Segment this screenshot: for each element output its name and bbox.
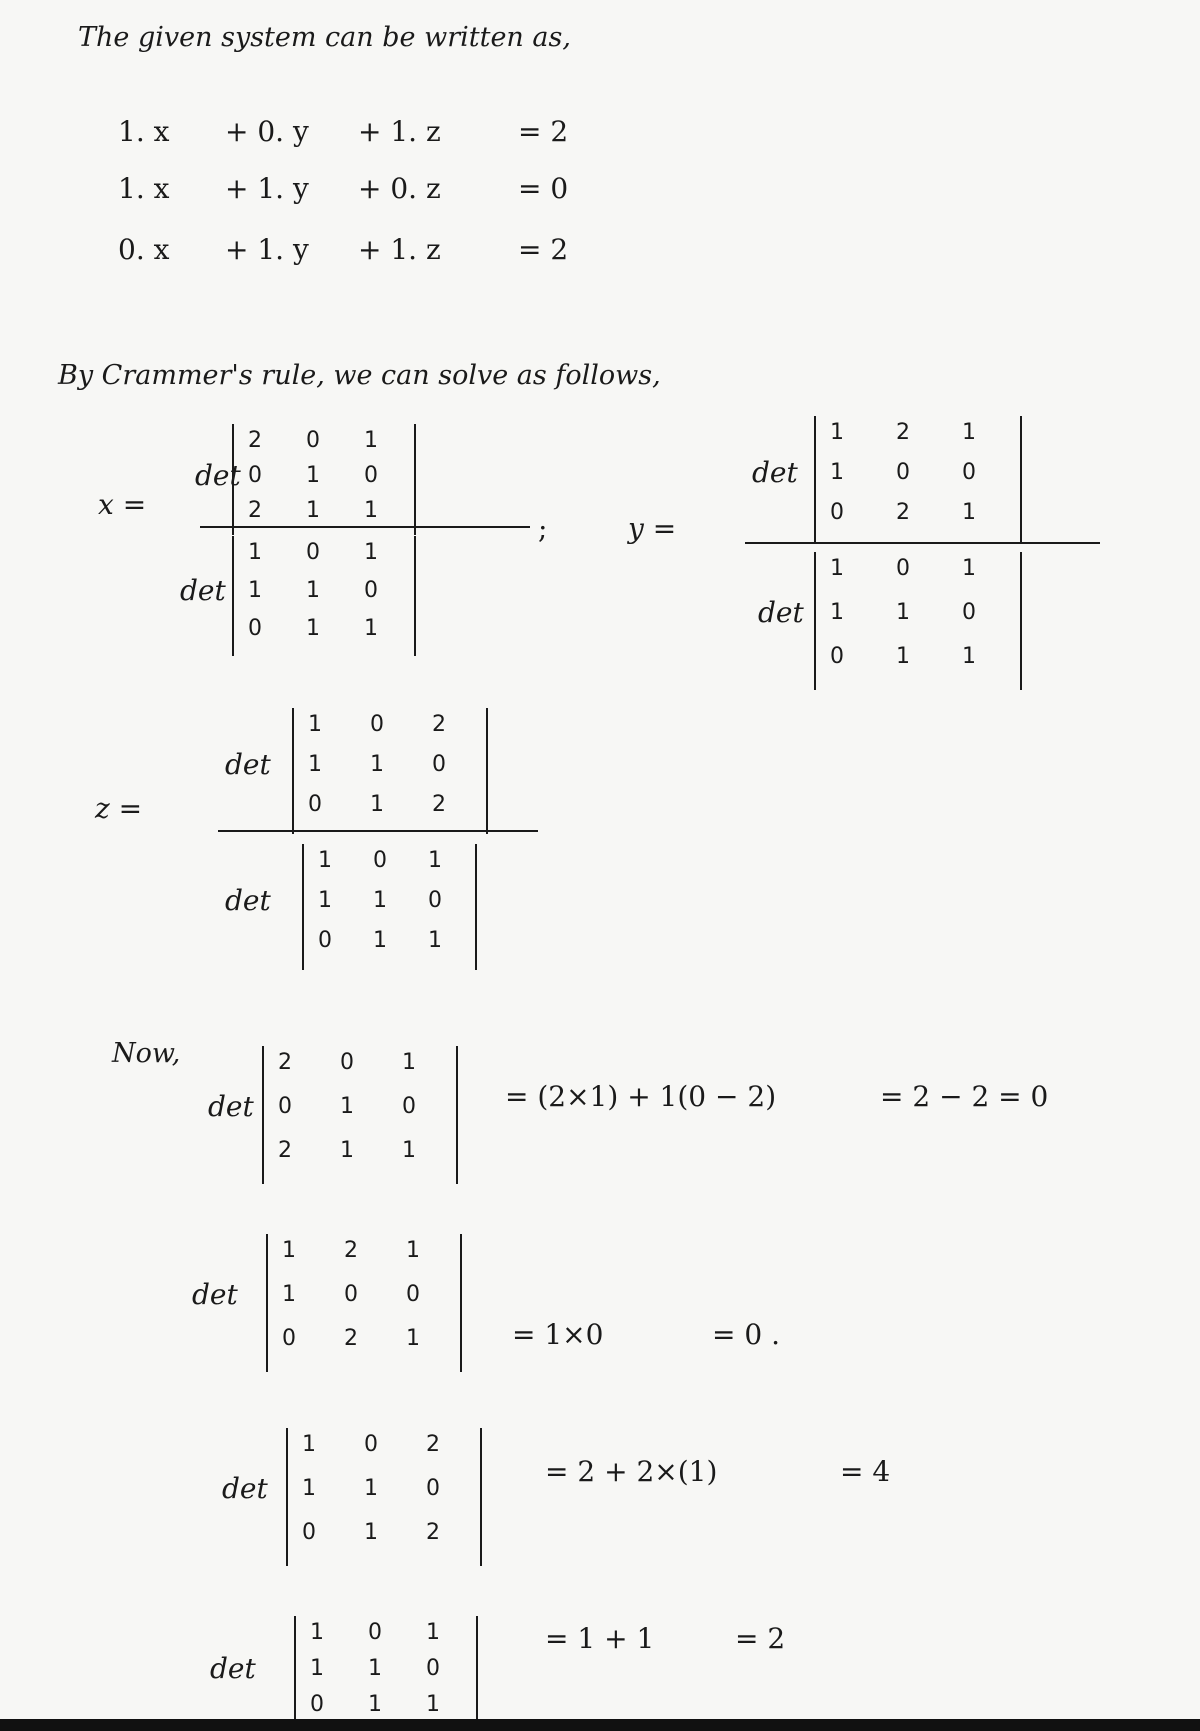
matrix-cell: 1 — [962, 500, 976, 525]
z-fraction-bar — [218, 830, 538, 832]
matrix-cell: 1 — [302, 1476, 316, 1501]
det-label: det — [210, 1652, 256, 1685]
matrix-cell: 2 — [426, 1520, 440, 1545]
matrix-cell: 1 — [306, 463, 320, 488]
result2-value: = 0 . — [712, 1318, 780, 1351]
eq3-term-x: 0. x — [118, 233, 170, 266]
matrix-cell: 1 — [896, 644, 910, 669]
det-left-bar — [232, 536, 234, 656]
det-label: det — [195, 459, 241, 492]
matrix-cell: 0 — [364, 463, 378, 488]
matrix-cell: 1 — [306, 616, 320, 641]
det-right-bar — [1020, 552, 1022, 690]
matrix-cell: 0 — [896, 460, 910, 485]
matrix-cell: 1 — [402, 1138, 416, 1163]
matrix-cell: 0 — [306, 540, 320, 565]
det-right-bar — [475, 844, 477, 970]
matrix-cell: 2 — [432, 712, 446, 737]
now-label: Now, — [112, 1038, 181, 1069]
det-right-bar — [414, 536, 416, 656]
matrix-cell: 1 — [308, 752, 322, 777]
matrix-cell: 0 — [248, 616, 262, 641]
matrix-cell: 2 — [432, 792, 446, 817]
eq2-term-y: + 1. y — [225, 172, 309, 205]
matrix-cell: 1 — [282, 1282, 296, 1307]
x-label: x = — [98, 488, 147, 521]
matrix-cell: 1 — [368, 1692, 382, 1717]
page-bottom-edge — [0, 1719, 1200, 1731]
intro-text: The given system can be written as, — [78, 22, 571, 53]
result4-value: = 2 — [735, 1622, 786, 1655]
result4-expr: = 1 + 1 — [545, 1622, 655, 1655]
matrix-cell: 1 — [308, 712, 322, 737]
matrix-cell: 2 — [896, 500, 910, 525]
matrix-cell: 1 — [426, 1692, 440, 1717]
y-label: y = — [628, 512, 677, 545]
matrix-cell: 0 — [364, 1432, 378, 1457]
matrix-cell: 2 — [278, 1138, 292, 1163]
matrix-cell: 1 — [373, 888, 387, 913]
matrix-cell: 1 — [426, 1620, 440, 1645]
matrix-cell: 0 — [402, 1094, 416, 1119]
matrix-cell: 1 — [962, 556, 976, 581]
matrix-cell: 0 — [308, 792, 322, 817]
eq2-term-z: + 0. z — [358, 172, 441, 205]
matrix-cell: 1 — [373, 928, 387, 953]
separator: ; — [538, 512, 548, 545]
matrix-cell: 1 — [318, 848, 332, 873]
matrix-cell: 2 — [278, 1050, 292, 1075]
matrix-cell: 1 — [896, 600, 910, 625]
matrix-cell: 0 — [278, 1094, 292, 1119]
det-label: det — [180, 574, 226, 607]
matrix-cell: 0 — [830, 644, 844, 669]
det-label: det — [192, 1278, 238, 1311]
eq1-term-x: 1. x — [118, 115, 170, 148]
result1-expr: = (2×1) + 1(0 − 2) — [505, 1080, 777, 1113]
matrix-cell: 0 — [406, 1282, 420, 1307]
matrix-cell: 0 — [373, 848, 387, 873]
z-label: z = — [95, 792, 143, 825]
matrix-cell: 0 — [344, 1282, 358, 1307]
det-right-bar — [1020, 416, 1022, 542]
eq1-rhs: = 2 — [518, 115, 569, 148]
eq1-term-y: + 0. y — [225, 115, 309, 148]
matrix-cell: 1 — [318, 888, 332, 913]
matrix-cell: 1 — [406, 1326, 420, 1351]
matrix-cell: 1 — [310, 1656, 324, 1681]
matrix-cell: 1 — [364, 616, 378, 641]
eq2-rhs: = 0 — [518, 172, 569, 205]
x-fraction-bar — [200, 526, 530, 528]
result1-value: = 2 − 2 = 0 — [880, 1080, 1049, 1113]
matrix-cell: 0 — [370, 712, 384, 737]
det-label: det — [752, 456, 798, 489]
matrix-cell: 0 — [306, 428, 320, 453]
matrix-cell: 0 — [248, 463, 262, 488]
matrix-cell: 0 — [302, 1520, 316, 1545]
matrix-cell: 1 — [306, 498, 320, 523]
matrix-cell: 1 — [248, 578, 262, 603]
det-right-bar — [480, 1428, 482, 1566]
eq1-term-z: + 1. z — [358, 115, 441, 148]
det-left-bar — [814, 552, 816, 690]
det-right-bar — [460, 1234, 462, 1372]
matrix-cell: 2 — [344, 1238, 358, 1263]
det-left-bar — [266, 1234, 268, 1372]
result2-expr: = 1×0 — [512, 1318, 604, 1351]
matrix-cell: 0 — [310, 1692, 324, 1717]
det-label: det — [208, 1090, 254, 1123]
matrix-cell: 1 — [428, 848, 442, 873]
matrix-cell: 2 — [248, 428, 262, 453]
matrix-cell: 2 — [426, 1432, 440, 1457]
cramer-text: By Crammer's rule, we can solve as follows, — [58, 360, 661, 391]
matrix-cell: 1 — [368, 1656, 382, 1681]
matrix-cell: 0 — [432, 752, 446, 777]
matrix-cell: 0 — [426, 1656, 440, 1681]
matrix-cell: 0 — [896, 556, 910, 581]
matrix-cell: 1 — [306, 578, 320, 603]
matrix-cell: 2 — [344, 1326, 358, 1351]
det-left-bar — [292, 708, 294, 834]
det-right-bar — [456, 1046, 458, 1184]
matrix-cell: 1 — [302, 1432, 316, 1457]
matrix-cell: 0 — [830, 500, 844, 525]
eq2-term-x: 1. x — [118, 172, 170, 205]
matrix-cell: 0 — [962, 460, 976, 485]
matrix-cell: 1 — [830, 460, 844, 485]
matrix-cell: 1 — [364, 540, 378, 565]
matrix-cell: 0 — [368, 1620, 382, 1645]
matrix-cell: 0 — [428, 888, 442, 913]
det-right-bar — [414, 424, 416, 535]
matrix-cell: 2 — [896, 420, 910, 445]
matrix-cell: 0 — [426, 1476, 440, 1501]
matrix-cell: 0 — [340, 1050, 354, 1075]
matrix-cell: 1 — [364, 428, 378, 453]
matrix-cell: 1 — [962, 644, 976, 669]
matrix-cell: 1 — [406, 1238, 420, 1263]
det-label: det — [758, 596, 804, 629]
det-label: det — [225, 884, 271, 917]
det-left-bar — [814, 416, 816, 542]
matrix-cell: 0 — [282, 1326, 296, 1351]
matrix-cell: 1 — [282, 1238, 296, 1263]
matrix-cell: 1 — [830, 600, 844, 625]
matrix-cell: 1 — [364, 1520, 378, 1545]
matrix-cell: 1 — [310, 1620, 324, 1645]
matrix-cell: 1 — [248, 540, 262, 565]
det-label: det — [222, 1472, 268, 1505]
eq3-term-y: + 1. y — [225, 233, 309, 266]
matrix-cell: 1 — [340, 1138, 354, 1163]
matrix-cell: 0 — [962, 600, 976, 625]
result3-value: = 4 — [840, 1455, 891, 1488]
matrix-cell: 1 — [364, 498, 378, 523]
matrix-cell: 1 — [428, 928, 442, 953]
matrix-cell: 1 — [830, 420, 844, 445]
det-left-bar — [232, 424, 234, 535]
det-right-bar — [476, 1616, 478, 1730]
matrix-cell: 1 — [370, 752, 384, 777]
det-right-bar — [486, 708, 488, 834]
matrix-cell: 1 — [402, 1050, 416, 1075]
matrix-cell: 1 — [340, 1094, 354, 1119]
det-left-bar — [302, 844, 304, 970]
eq3-term-z: + 1. z — [358, 233, 441, 266]
matrix-cell: 2 — [248, 498, 262, 523]
matrix-cell: 0 — [318, 928, 332, 953]
matrix-cell: 1 — [370, 792, 384, 817]
result3-expr: = 2 + 2×(1) — [545, 1455, 718, 1488]
det-left-bar — [286, 1428, 288, 1566]
det-left-bar — [262, 1046, 264, 1184]
det-label: det — [225, 748, 271, 781]
matrix-cell: 0 — [364, 578, 378, 603]
y-fraction-bar — [745, 542, 1100, 544]
eq3-rhs: = 2 — [518, 233, 569, 266]
matrix-cell: 1 — [364, 1476, 378, 1501]
matrix-cell: 1 — [962, 420, 976, 445]
matrix-cell: 1 — [830, 556, 844, 581]
det-left-bar — [294, 1616, 296, 1730]
